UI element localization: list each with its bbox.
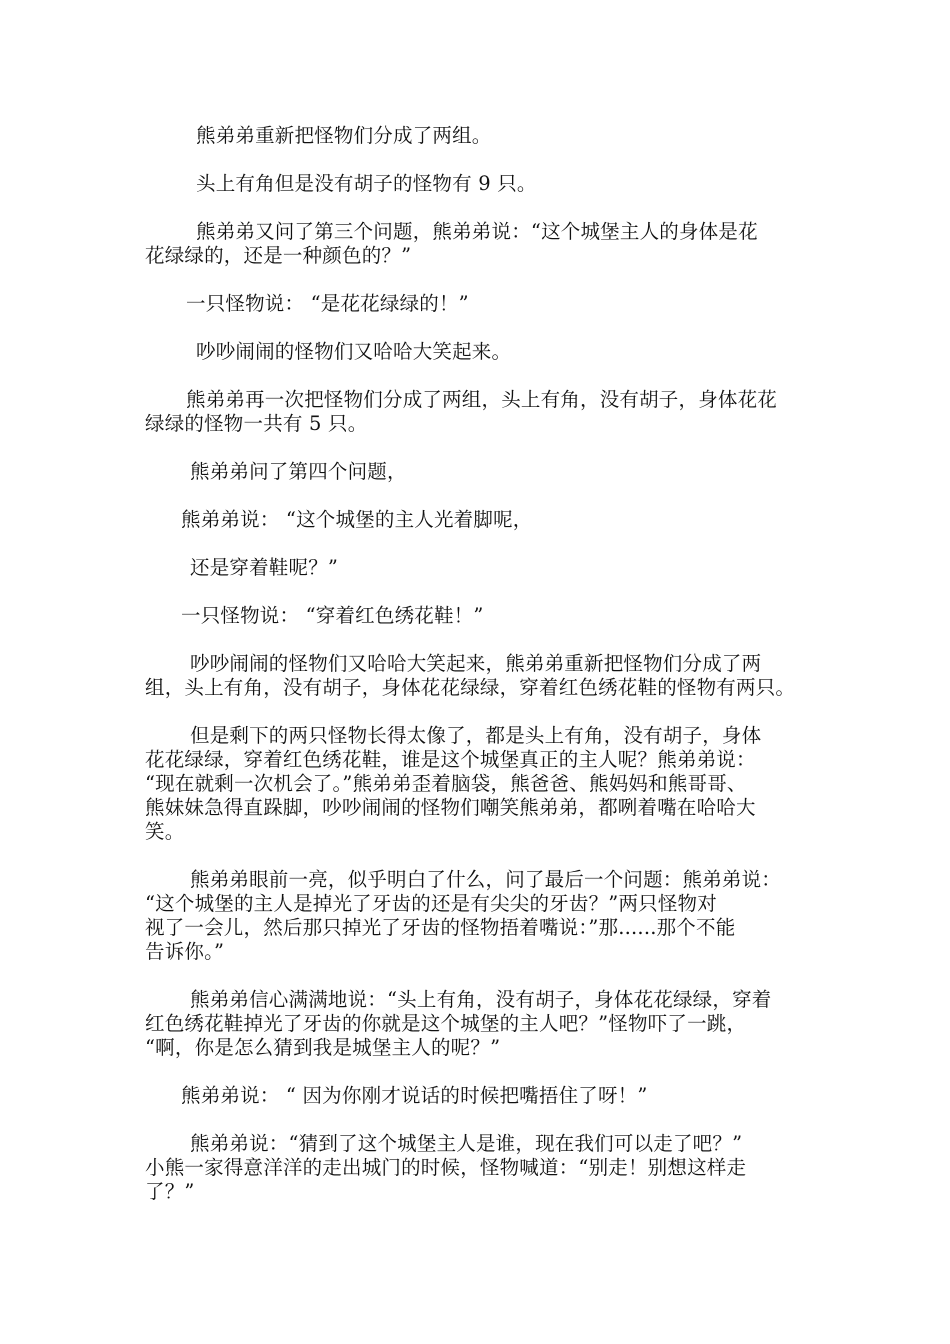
paragraph: [145, 604, 815, 628]
text-line: 熊弟弟说：“猜到了这个城堡主人是谁，现在我们可以走了吧？”: [190, 1132, 743, 1155]
text-line: 笑。: [145, 820, 185, 843]
text-line: 熊弟弟说： “这个城堡的主人光着脚呢，: [181, 508, 533, 531]
text-line: 红色绣花鞋掉光了牙齿的你就是这个城堡的主人吧？”怪物吓了一跳，: [145, 1012, 747, 1035]
paragraph: [145, 652, 815, 700]
paragraph: [145, 1084, 815, 1108]
paragraph: [145, 508, 815, 532]
paragraph: [145, 868, 815, 964]
paragraph: [145, 292, 815, 316]
paragraph: [145, 556, 815, 580]
text-line: 熊弟弟眼前一亮，似乎明白了什么，问了最后一个问题：熊弟弟说：: [190, 868, 782, 891]
text-line: 告诉你。”: [145, 940, 225, 963]
text-line: “现在就剩一次机会了。”熊弟弟歪着脑袋，熊爸爸、熊妈妈和熊哥哥、: [145, 772, 747, 795]
paragraph: [145, 460, 815, 484]
paragraph: [145, 124, 815, 148]
text-line: 组，头上有角，没有胡子，身体花花绿绿，穿着红色绣花鞋的怪物有两只。: [145, 676, 796, 699]
text-line: 吵吵闹闹的怪物们又哈哈大笑起来。: [196, 340, 512, 363]
text-line: “啊，你是怎么猜到我是城堡主人的呢？”: [145, 1036, 501, 1059]
paragraph: [145, 172, 815, 196]
text-line: 一只怪物说： “是花花绿绿的！”: [186, 292, 469, 315]
text-line: 熊弟弟重新把怪物们分成了两组。: [196, 124, 492, 147]
text-line: 小熊一家得意洋洋的走出城门的时候，怪物喊道：“别走！别想这样走: [145, 1156, 747, 1179]
text-line: 头上有角但是没有胡子的怪物有 9 只。: [196, 172, 537, 195]
paragraph: [145, 988, 815, 1060]
text-line: 还是穿着鞋呢？”: [190, 556, 339, 579]
text-line: 花绿绿的，还是一种颜色的？”: [145, 244, 412, 267]
text-line: 熊妹妹急得直跺脚，吵吵闹闹的怪物们嘲笑熊弟弟，都咧着嘴在哈哈大: [145, 796, 756, 819]
text-line: 视了一会儿，然后那只掉光了牙齿的怪物捂着嘴说：”那......那个不能: [145, 916, 736, 939]
text-line: 熊弟弟问了第四个问题，: [190, 460, 407, 483]
text-line: 吵吵闹闹的怪物们又哈哈大笑起来，熊弟弟重新把怪物们分成了两: [190, 652, 762, 675]
text-line: 熊弟弟信心满满地说：“头上有角，没有胡子，身体花花绿绿，穿着: [190, 988, 772, 1011]
text-line: 花花绿绿，穿着红色绣花鞋，谁是这个城堡真正的主人呢？熊弟弟说：: [145, 748, 756, 771]
text-line: 一只怪物说： “穿着红色绣花鞋！”: [181, 604, 484, 627]
text-line: 熊弟弟再一次把怪物们分成了两组，头上有角，没有胡子，身体花花: [186, 388, 778, 411]
paragraph: [145, 388, 815, 436]
text-line: 熊弟弟又问了第三个问题，熊弟弟说：“这个城堡主人的身体是花: [196, 220, 758, 243]
paragraph: [145, 220, 815, 268]
text-line: 了？”: [145, 1180, 195, 1203]
text-line: “这个城堡的主人是掉光了牙齿的还是有尖尖的牙齿？”两只怪物对: [145, 892, 717, 915]
text-line: 熊弟弟说： “ 因为你刚才说话的时候把嘴捂住了呀！”: [181, 1084, 648, 1107]
text-line: 绿绿的怪物一共有 5 只。: [145, 412, 368, 435]
paragraph: [145, 340, 815, 364]
text-line: 但是剩下的两只怪物长得太像了，都是头上有角，没有胡子，身体: [190, 724, 762, 747]
paragraph: [145, 1132, 815, 1204]
paragraph: [145, 724, 815, 844]
